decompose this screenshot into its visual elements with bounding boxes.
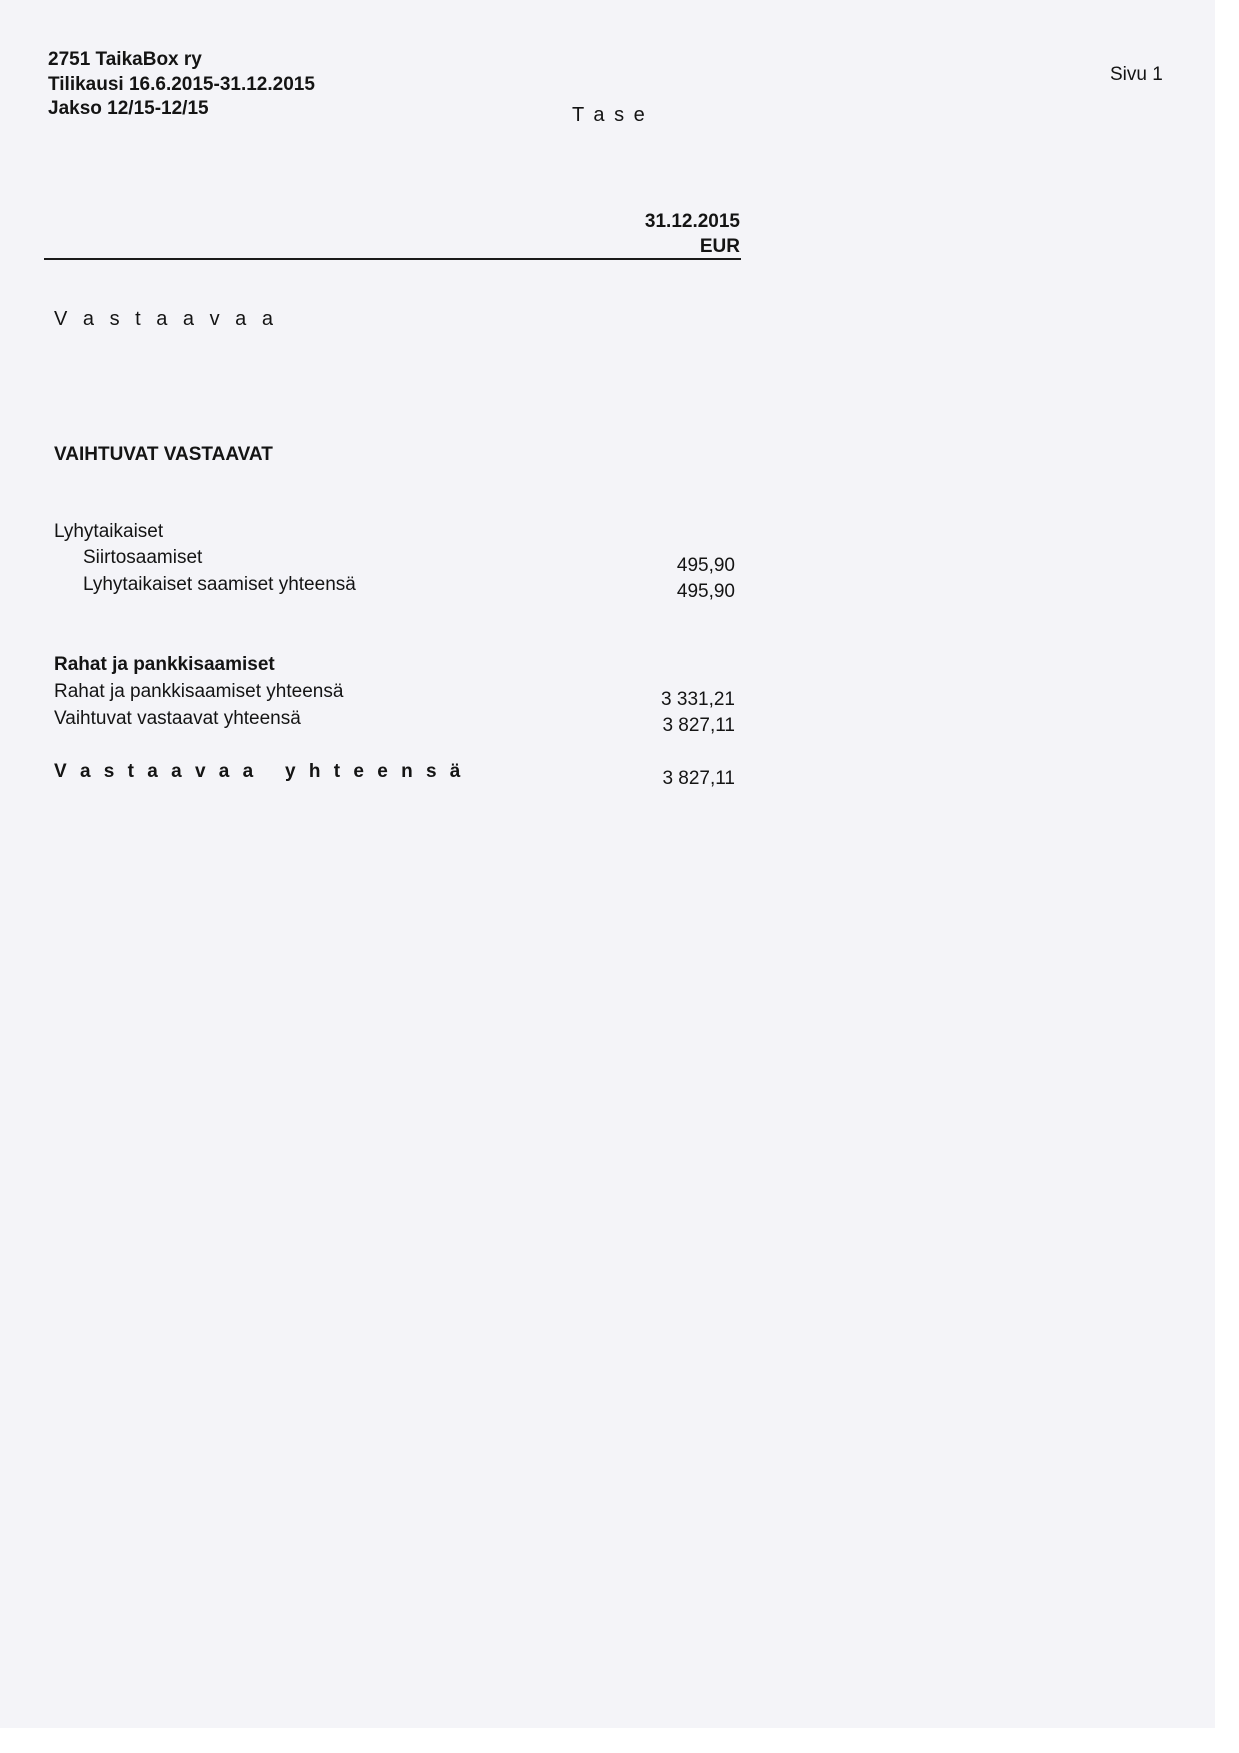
row-label: Siirtosaamiset (83, 547, 203, 568)
row-value: 3 331,21 (661, 689, 735, 710)
reporting-period: Jakso 12/15-12/15 (48, 98, 209, 119)
group-title: VAIHTUVAT VASTAAVAT (54, 444, 273, 465)
page-number: Sivu 1 (1110, 64, 1163, 85)
subsection-label: Lyhytaikaiset (54, 521, 164, 542)
row-value: 3 827,11 (662, 715, 735, 736)
document-title: T a s e (572, 104, 647, 126)
fiscal-period: Tilikausi 16.6.2015-31.12.2015 (48, 74, 315, 95)
total-value: 3 827,11 (662, 768, 735, 789)
total-label: V a s t a a v a a y h t e e n s ä (54, 761, 465, 782)
column-date: 31.12.2015 (644, 211, 740, 232)
row-value: 495,90 (676, 555, 735, 576)
row-label: Rahat ja pankkisaamiset yhteensä (54, 681, 344, 702)
organization-name: 2751 TaikaBox ry (48, 49, 202, 70)
row-value: 495,90 (676, 581, 735, 602)
row-label: Lyhytaikaiset saamiset yhteensä (83, 574, 356, 595)
header-rule (44, 258, 741, 260)
row-label: Vaihtuvat vastaavat yhteensä (54, 708, 301, 729)
section-title: V a s t a a v a a (54, 308, 278, 330)
column-currency: EUR (699, 236, 740, 257)
cash-title: Rahat ja pankkisaamiset (54, 654, 275, 675)
